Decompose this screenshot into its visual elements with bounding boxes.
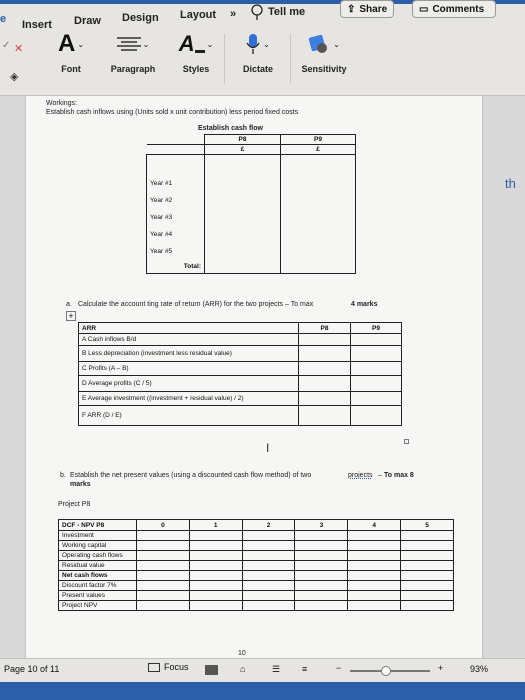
comment-icon: ▭: [419, 3, 429, 15]
lightbulb-icon: [250, 4, 264, 27]
arr-cell[interactable]: [299, 334, 351, 346]
macos-dock-strip: [0, 682, 525, 700]
zoom-out-button[interactable]: −: [336, 663, 342, 673]
outline-view-icon[interactable]: ☰: [272, 664, 281, 674]
sensitivity-icon: ⌄: [294, 30, 354, 58]
tab-overflow-marker: e: [0, 13, 7, 25]
dcf-cell[interactable]: [401, 571, 454, 581]
dcf-row-label: Present values: [59, 591, 137, 601]
font-group[interactable]: [50, 30, 92, 74]
paragraph-group[interactable]: [104, 30, 162, 74]
corner-cell: [147, 135, 205, 145]
tell-me-box[interactable]: Tell me: [268, 6, 306, 18]
dcf-cell[interactable]: [189, 591, 242, 601]
dcf-cell[interactable]: [189, 581, 242, 591]
currency-p8: £: [205, 145, 281, 155]
year-row-label: Year #1: [147, 175, 205, 192]
dcf-row-label: Investment: [59, 531, 137, 541]
dcf-cell[interactable]: [137, 571, 190, 581]
arr-cell[interactable]: [351, 346, 402, 362]
dcf-cell[interactable]: [401, 601, 454, 611]
arr-cell[interactable]: [351, 376, 402, 392]
dictate-button[interactable]: [232, 30, 284, 74]
document-page[interactable]: [26, 96, 482, 658]
dcf-table[interactable]: [58, 519, 454, 611]
zoom-level[interactable]: 93%: [470, 664, 489, 674]
focus-icon: [148, 663, 160, 672]
microphone-icon: ⌄: [232, 30, 284, 58]
question-b-marks-suffix: marks: [70, 481, 91, 488]
dcf-cell[interactable]: [189, 601, 242, 611]
dcf-cell[interactable]: [137, 541, 190, 551]
dcf-cell[interactable]: [295, 581, 348, 591]
cash-flow-table: [146, 134, 356, 274]
dcf-year-col: 2: [242, 520, 295, 531]
dcf-cell[interactable]: [401, 591, 454, 601]
dcf-cell[interactable]: [137, 531, 190, 541]
arr-col-p9: P9: [351, 323, 402, 334]
status-bar: [0, 658, 525, 682]
p8-values-cell[interactable]: [205, 155, 281, 274]
more-tabs-button[interactable]: »: [230, 8, 237, 20]
table-move-handle-icon[interactable]: +: [66, 311, 76, 321]
dcf-cell[interactable]: [348, 551, 401, 561]
clipboard-icon[interactable]: ✕: [14, 43, 24, 55]
question-b-number: b.: [60, 472, 66, 479]
dcf-cell[interactable]: [348, 571, 401, 581]
dcf-cell[interactable]: [348, 531, 401, 541]
styles-icon: A ⌄: [178, 31, 214, 56]
arr-table[interactable]: [78, 322, 402, 426]
question-a-text: Calculate the account ting rate of return (ARR) for the two projects – To max: [78, 301, 314, 308]
arr-row-label: B Less depreciation (investment less residual value): [79, 346, 299, 362]
arr-cell[interactable]: [351, 362, 402, 376]
ribbon-divider: [224, 34, 225, 84]
dcf-cell[interactable]: [137, 591, 190, 601]
question-b-text: Establish the net present values (using a discounted cash flow method) of two: [70, 472, 312, 479]
dcf-cell[interactable]: [189, 571, 242, 581]
dcf-year-col: 0: [137, 520, 190, 531]
share-label: Share: [359, 3, 388, 15]
col-header-p8: P8: [205, 135, 281, 145]
tab-draw[interactable]: Draw: [74, 15, 101, 27]
document-canvas[interactable]: [0, 96, 525, 658]
web-layout-icon[interactable]: ⌂: [240, 664, 246, 674]
tab-insert[interactable]: Insert: [22, 19, 52, 31]
dcf-cell[interactable]: [189, 551, 242, 561]
spacer-cell: [147, 155, 205, 175]
arr-row-label: E Average investment ((investment + residual value) / 2): [79, 392, 299, 406]
dcf-row-label: Project NPV: [59, 601, 137, 611]
dcf-cell[interactable]: [401, 531, 454, 541]
arr-cell[interactable]: [351, 392, 402, 406]
dcf-cell[interactable]: [295, 541, 348, 551]
draft-view-icon[interactable]: ≡: [302, 664, 308, 674]
dcf-cell[interactable]: [189, 541, 242, 551]
paste-icon[interactable]: ◈: [10, 71, 19, 83]
workings-label: Workings:: [46, 100, 77, 107]
ribbon: [0, 0, 525, 96]
arr-header: ARR: [79, 323, 299, 334]
question-b-marks: To max 8: [384, 472, 414, 479]
year-row-label: Year #2: [147, 192, 205, 209]
year-row-label: Year #5: [147, 243, 205, 260]
dcf-cell[interactable]: [401, 561, 454, 571]
share-button[interactable]: [340, 0, 394, 18]
dcf-cell[interactable]: [242, 541, 295, 551]
arr-row-label: A Cash inflows B/d: [79, 334, 299, 346]
dcf-cell[interactable]: [401, 541, 454, 551]
arr-cell[interactable]: [299, 362, 351, 376]
font-icon: A ⌄: [57, 30, 85, 57]
dcf-cell[interactable]: [295, 571, 348, 581]
cash-table-title: Establish cash flow: [198, 125, 263, 132]
dcf-cell[interactable]: [401, 551, 454, 561]
arr-cell[interactable]: [299, 406, 351, 426]
p9-values-cell[interactable]: [281, 155, 356, 274]
dcf-cell[interactable]: [137, 601, 190, 611]
question-a-number: a.: [66, 301, 72, 308]
dcf-cell[interactable]: [242, 591, 295, 601]
arr-row-label: F ARR (D / E): [79, 406, 299, 426]
project-label: Project P8: [58, 501, 91, 508]
dictate-label: Dictate: [242, 64, 273, 74]
arr-cell[interactable]: [299, 346, 351, 362]
year-row-label: Year #3: [147, 209, 205, 226]
focus-button[interactable]: [148, 662, 189, 672]
currency-p9: £: [281, 145, 356, 155]
dcf-row-label: Residual value: [59, 561, 137, 571]
dcf-cell[interactable]: [242, 531, 295, 541]
dcf-cell[interactable]: [401, 581, 454, 591]
total-label: Total:: [147, 260, 205, 274]
arr-col-p8: P8: [299, 323, 351, 334]
page-number: 10: [238, 650, 246, 657]
adjacent-window-fragment: th: [505, 176, 516, 191]
dcf-cell[interactable]: [295, 601, 348, 611]
dcf-cell[interactable]: [137, 561, 190, 571]
dcf-row-label: Net cash flows: [59, 571, 137, 581]
dcf-cell[interactable]: [242, 581, 295, 591]
comments-button[interactable]: [412, 0, 496, 18]
dcf-cell[interactable]: [242, 551, 295, 561]
zoom-slider-thumb[interactable]: [381, 666, 391, 676]
tab-design[interactable]: Design: [122, 12, 159, 24]
dcf-cell[interactable]: [348, 561, 401, 571]
sensitivity-button[interactable]: [294, 30, 354, 74]
year-row-label: Year #4: [147, 226, 205, 243]
dcf-year-col: 3: [295, 520, 348, 531]
dcf-cell[interactable]: [137, 551, 190, 561]
dcf-cell[interactable]: [137, 581, 190, 591]
arr-cell[interactable]: [351, 334, 402, 346]
dcf-year-col: 1: [189, 520, 242, 531]
dcf-cell[interactable]: [295, 531, 348, 541]
arr-cell[interactable]: [299, 392, 351, 406]
dcf-cell[interactable]: [348, 581, 401, 591]
dcf-cell[interactable]: [348, 591, 401, 601]
arr-cell[interactable]: [351, 406, 402, 426]
question-b-link[interactable]: projects: [348, 472, 373, 479]
comments-label: Comments: [432, 3, 485, 15]
tab-layout[interactable]: Layout: [180, 9, 217, 21]
paragraph-icon: ⌄: [142, 39, 150, 49]
share-icon: ⇪: [347, 3, 356, 15]
dcf-cell[interactable]: [348, 541, 401, 551]
sensitivity-label: Sensitivity: [301, 64, 347, 74]
page-count-indicator[interactable]: Page 10 of 11: [4, 664, 60, 674]
paragraph-group-label: Paragraph: [110, 64, 156, 74]
dcf-cell[interactable]: [242, 561, 295, 571]
font-group-label: Font: [61, 64, 81, 74]
dcf-cell[interactable]: [295, 551, 348, 561]
dcf-row-label: Operating cash flows: [59, 551, 137, 561]
print-layout-icon[interactable]: [205, 665, 218, 675]
cash-inflows-heading: Establish cash inflows using (Units sold x unit contribution) less period fixed costs: [46, 109, 299, 116]
arr-cell[interactable]: [299, 376, 351, 392]
dcf-header: DCF - NPV P8: [59, 520, 137, 531]
dcf-cell[interactable]: [295, 591, 348, 601]
dcf-cell[interactable]: [242, 571, 295, 581]
table-resize-handle[interactable]: [404, 439, 409, 444]
format-painter-icon[interactable]: ✓: [2, 40, 11, 51]
dcf-row-label: Discount factor 7%: [59, 581, 137, 591]
ribbon-divider-2: [290, 34, 291, 84]
question-a-marks: 4 marks: [351, 301, 378, 308]
arr-row-label: C Profits (A – B): [79, 362, 299, 376]
dcf-cell[interactable]: [295, 561, 348, 571]
dcf-cell[interactable]: [348, 601, 401, 611]
blank-cell: [147, 145, 205, 155]
styles-group[interactable]: [172, 30, 220, 74]
dcf-year-col: 5: [401, 520, 454, 531]
col-header-p9: P9: [281, 135, 356, 145]
zoom-slider-track[interactable]: [350, 670, 430, 672]
dcf-row-label: Working capital: [59, 541, 137, 551]
arr-row-label: D Average profits (C / 5): [79, 376, 299, 392]
dcf-cell[interactable]: [242, 601, 295, 611]
focus-label: Focus: [164, 662, 189, 672]
dcf-year-col: 4: [348, 520, 401, 531]
styles-group-label: Styles: [182, 64, 210, 74]
zoom-in-button[interactable]: +: [438, 663, 444, 673]
question-b-dash: –: [378, 472, 382, 479]
dcf-cell[interactable]: [189, 561, 242, 571]
dcf-cell[interactable]: [189, 531, 242, 541]
text-cursor-icon: I: [266, 441, 270, 455]
